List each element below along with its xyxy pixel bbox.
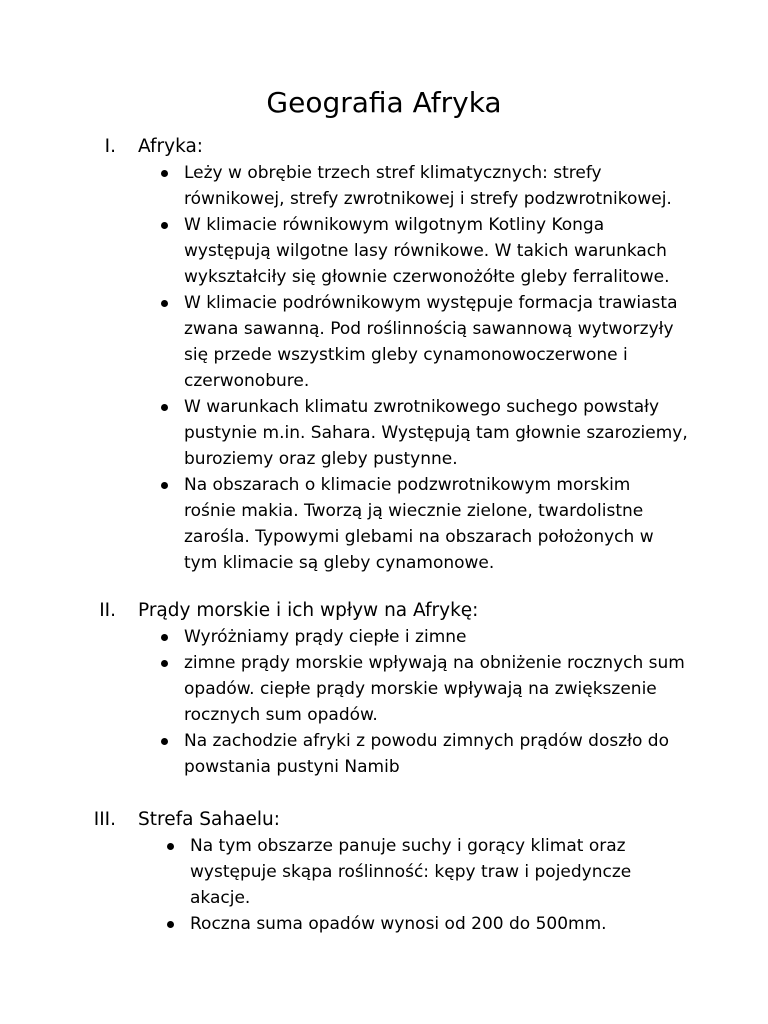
section-title: Prądy morskie i ich wpływ na Afrykę: (138, 600, 479, 621)
list-item (0, 290, 768, 394)
bullet-icon (167, 843, 174, 850)
list-item (0, 160, 768, 212)
list-item-text: Wyróżniamy prądy ciepłe i zimne (184, 627, 467, 647)
bullet-icon (161, 404, 168, 411)
section-heading (0, 598, 768, 624)
bullet-list (0, 624, 768, 780)
bullet-icon (161, 634, 168, 641)
list-item-text: Na obszarach o klimacie podzwrotnikowym morskim rośnie makia. Tworzą ją wiecznie zielone, twardolistne zarośla. Typowymi glebami na obszarach położonych w tym klimacie są gleby cynamonowe. (184, 475, 654, 573)
list-item (0, 212, 768, 290)
list-item-text: Na zachodzie afryki z powodu zimnych prądów doszło do powstania pustyni Namib (184, 731, 669, 777)
bullet-icon (161, 300, 168, 307)
bullet-icon (161, 660, 168, 667)
bullet-icon (161, 170, 168, 177)
list-item-text: Na tym obszarze panuje suchy i gorący klimat oraz występuje skąpa roślinność: kępy traw i pojedyncze akacje. (190, 836, 632, 908)
section-strefa-sahelu (0, 807, 768, 937)
bullet-icon (161, 738, 168, 745)
list-item (0, 472, 768, 576)
list-item (0, 650, 768, 728)
list-item (0, 833, 768, 911)
bullet-icon (161, 222, 168, 229)
bullet-list (0, 160, 768, 576)
list-item (0, 728, 768, 780)
bullet-icon (167, 921, 174, 928)
list-item-text: zimne prądy morskie wpływają na obniżenie rocznych sum opadów. ciepłe prądy morskie wpływają na zwiększenie rocznych sum opadów. (184, 653, 685, 725)
list-item-text: W warunkach klimatu zwrotnikowego suchego powstały pustynie m.in. Sahara. Występują tam głownie szaroziemy, buroziemy oraz gleby pustynne. (184, 397, 688, 469)
list-item (0, 911, 768, 937)
section-title: Afryka: (138, 136, 204, 157)
list-item-text: W klimacie równikowym wilgotnym Kotliny Konga występują wilgotne lasy równikowe. W takich warunkach wykształciły się głownie czerwonożółte gleby ferralitowe. (184, 215, 670, 287)
section-heading (0, 134, 768, 160)
section-heading (0, 807, 768, 833)
list-item-text: W klimacie podrównikowym występuje formacja trawiasta zwana sawanną. Pod roślinnością sawannową wytworzyły się przede wszystkim gleby cynamonowoczerwone i czerwonobure. (184, 293, 678, 391)
section-numeral: I. (104, 136, 116, 157)
list-item-text: Roczna suma opadów wynosi od 200 do 500mm. (190, 914, 607, 934)
section-numeral: III. (93, 809, 116, 830)
section-prady-morskie (0, 598, 768, 780)
bullet-icon (161, 482, 168, 489)
bullet-list (0, 833, 768, 937)
section-afryka (0, 134, 768, 576)
list-item (0, 624, 768, 650)
list-item (0, 394, 768, 472)
list-item-text: Leży w obrębie trzech stref klimatycznych: strefy równikowej, strefy zwrotnikowej i strefy podzwrotnikowej. (184, 163, 672, 209)
section-numeral: II. (99, 600, 116, 621)
document-title: Geografia Afryka (266, 86, 502, 119)
section-title: Strefa Sahaelu: (138, 809, 280, 830)
